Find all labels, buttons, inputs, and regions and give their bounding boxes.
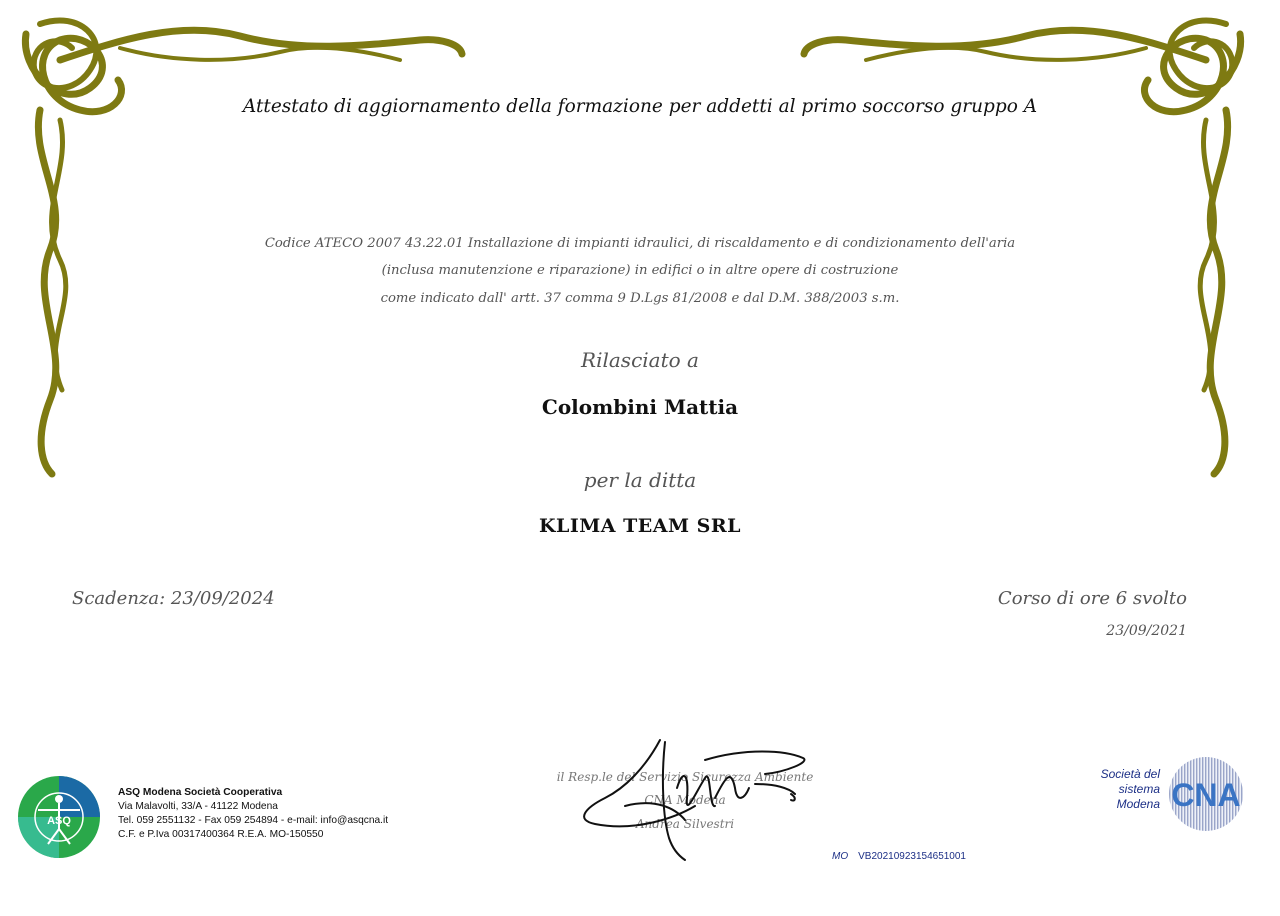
cna-text [1070,767,1160,812]
cna-logo-text: CNA [1171,777,1241,813]
issuer-fiscal: C.F. e P.Iva 00317400364 R.E.A. MO-150550 [118,829,324,840]
ateco-line-1: Codice ATECO 2007 43.22.01 Installazione di impianti idraulici, di riscaldamento e di condizionamento dell'aria [264,236,1016,251]
code-prefix: MO [832,851,849,862]
cna-text-line-2: sistema [1118,782,1160,796]
code-value: VB20210923154651001 [858,851,966,862]
issuer-address: Via Malavolti, 33/A - 41122 Modena [118,801,278,812]
course-hours: Corso di ore 6 svolto [997,588,1187,609]
certificate-title: Attestato di aggiornamento della formazione per addetti al primo soccorso gruppo A [242,96,1038,117]
handwritten-signature [565,728,815,863]
signatory-role: il Resp.le del Servizio Sicurezza Ambiente [556,770,814,784]
company-label: per la ditta [583,468,697,492]
course-date: 23/09/2021 [1106,623,1187,639]
asq-logo [16,774,102,860]
cna-text-line-3: Modena [1116,797,1160,811]
issuer-contact: Tel. 059 2551132 - Fax 059 254894 - e-mail: info@asqcna.it [118,815,389,826]
ateco-line-3: come indicato dall' artt. 37 comma 9 D.Lgs 81/2008 e dal D.M. 388/2003 s.m. [380,291,900,306]
issuer-name: ASQ Modena Società Cooperativa [118,787,283,798]
signatory-name: Andrea Silvestri [635,817,735,831]
ateco-line-2: (inclusa manutenzione e riparazione) in edifici o in altre opere di costruzione [381,263,899,278]
company-name: KLIMA TEAM SRL [538,515,742,537]
asq-logo-text: ASQ [47,815,71,827]
cna-logo [1166,754,1246,834]
issued-to-label: Rilasciato a [581,348,699,372]
cna-text-line-1: Società del [1100,767,1160,781]
signatory-org: CNA Modena [644,793,726,807]
expiry-date: Scadenza: 23/09/2024 [72,588,275,609]
recipient-name: Colombini Mattia [541,395,739,419]
certificate-code [832,851,966,862]
